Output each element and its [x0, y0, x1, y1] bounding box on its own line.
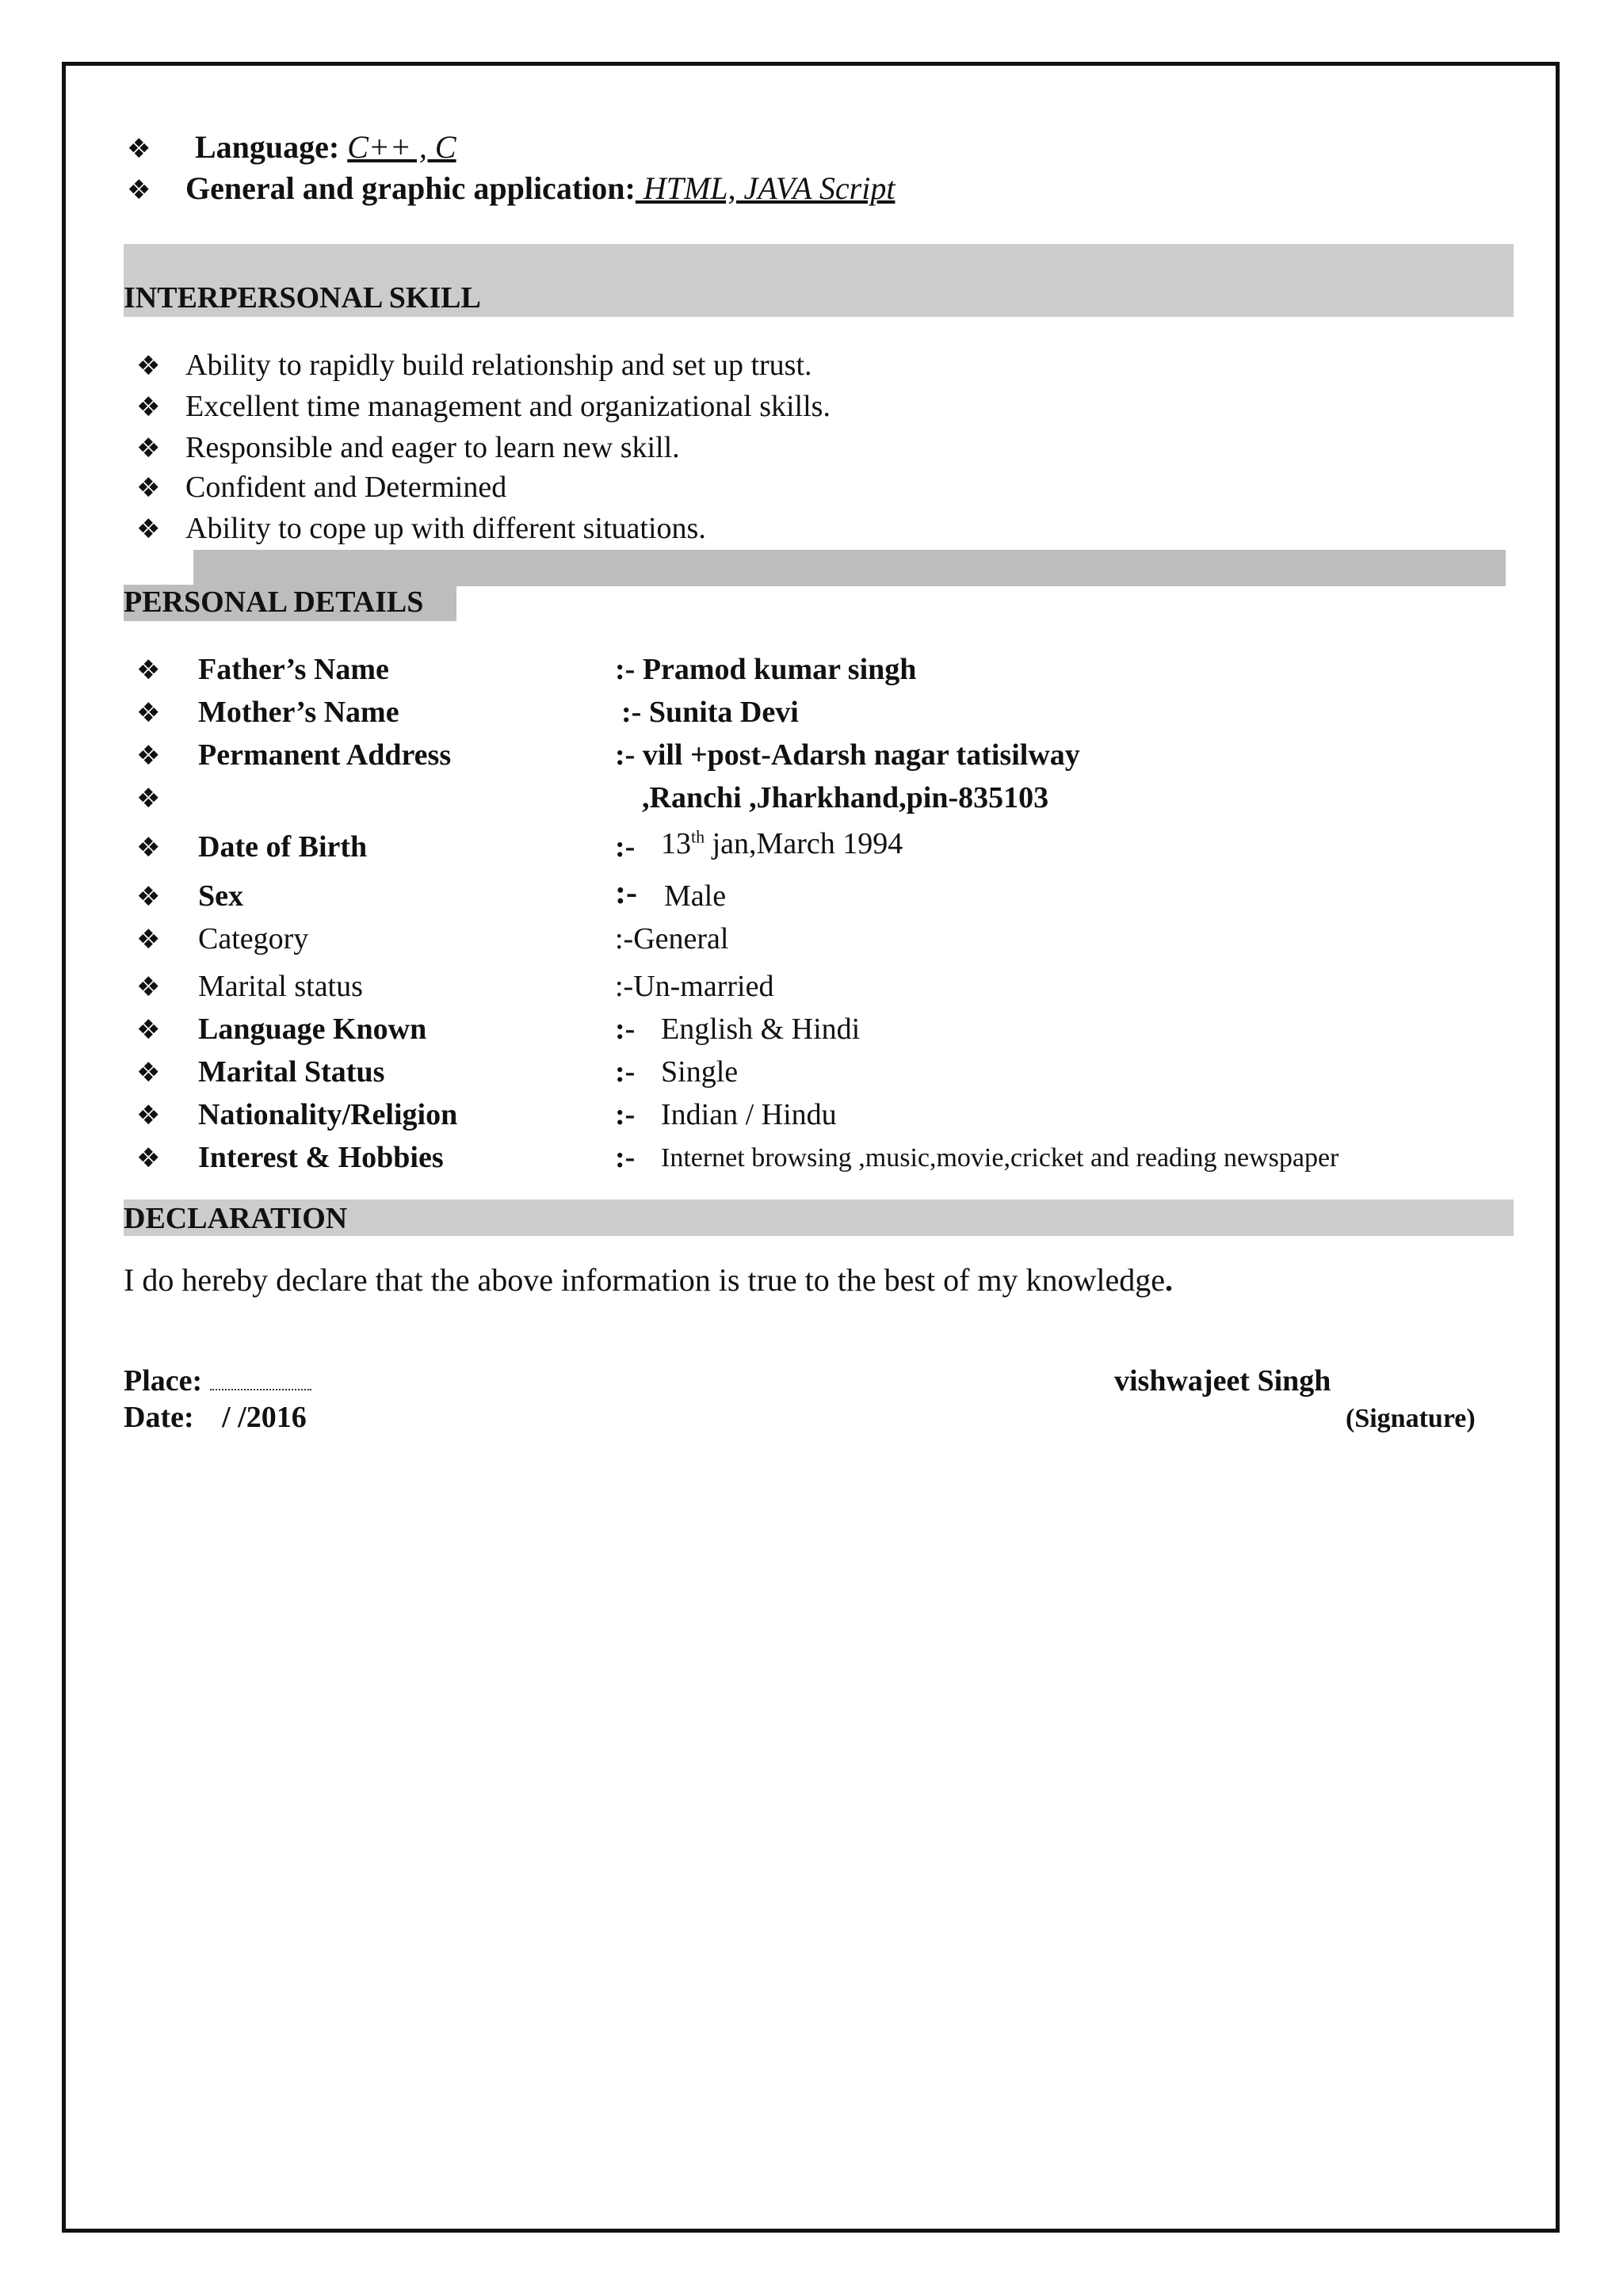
hobbies-separator: :- — [615, 1141, 636, 1174]
graphic-value: HTML, JAVA Script — [635, 170, 896, 206]
sex-label: Sex — [198, 879, 243, 913]
bullet-icon: ❖ — [136, 472, 161, 504]
address-value-line2: ,Ranchi ,Jharkhand,pin-835103 — [642, 781, 1049, 814]
place-line — [124, 1363, 311, 1399]
mothers-name-text: Sunita Devi — [648, 696, 799, 729]
language-value: C++ , C — [347, 129, 456, 165]
marital-status-2-separator: :- — [615, 1055, 636, 1089]
hobbies-value: Internet browsing ,music,movie,cricket and reading newspaper — [661, 1143, 1339, 1173]
nationality-value: Indian / Hindu — [661, 1098, 837, 1131]
sex-value: Male — [664, 879, 727, 913]
signature-caption: (Signature) — [1346, 1404, 1476, 1433]
applicant-name: vishwajeet Singh — [1114, 1364, 1331, 1398]
fathers-name-text: Pramod kumar singh — [642, 653, 917, 686]
dob-value — [661, 826, 903, 862]
bullet-icon: ❖ — [136, 1100, 161, 1131]
bullet-icon: ❖ — [127, 133, 151, 165]
bullet-icon: ❖ — [136, 433, 161, 464]
date-label: Date: — [124, 1401, 194, 1434]
dob-separator: :- — [615, 830, 636, 864]
bullet-icon: ❖ — [136, 1142, 161, 1174]
declaration-heading: DECLARATION — [124, 1202, 348, 1235]
language-known-label: Language Known — [198, 1013, 427, 1046]
bullet-icon: ❖ — [136, 654, 161, 686]
nationality-label: Nationality/Religion — [198, 1098, 458, 1131]
declaration-period: . — [1165, 1262, 1174, 1298]
place-blank — [210, 1367, 311, 1390]
mothers-name-value — [621, 694, 799, 730]
bullet-icon: ❖ — [136, 350, 161, 382]
marital-status-2-label: Marital Status — [198, 1055, 385, 1089]
interpersonal-heading: INTERPERSONAL SKILL — [124, 281, 481, 315]
bullet-icon: ❖ — [127, 174, 151, 206]
declaration-body: I do hereby declare that the above information is true to the best of my knowledge — [124, 1262, 1166, 1298]
declaration-text — [124, 1261, 1173, 1299]
address-text-line1: vill +post-Adarsh nagar tatisilway — [642, 738, 1080, 772]
bullet-icon: ❖ — [136, 697, 161, 729]
dob-label: Date of Birth — [198, 830, 368, 864]
marital-status-2-value: Single — [661, 1055, 739, 1089]
language-label: Language: — [195, 129, 340, 165]
personal-heading-bar-top — [193, 550, 1506, 586]
interpersonal-item: Excellent time management and organizational skills. — [185, 390, 831, 423]
address-value-line1 — [615, 737, 1080, 773]
interpersonal-item: Ability to rapidly build relationship and set up trust. — [185, 349, 812, 382]
language-line — [195, 128, 456, 166]
bullet-icon: ❖ — [136, 881, 161, 913]
hobbies-label: Interest & Hobbies — [198, 1141, 444, 1174]
bullet-icon: ❖ — [136, 391, 161, 423]
separator: :- — [615, 738, 636, 772]
bullet-icon: ❖ — [136, 971, 161, 1003]
sex-separator: :- — [615, 875, 637, 911]
graphic-label: General and graphic application: — [185, 170, 636, 206]
language-known-separator: :- — [615, 1013, 636, 1046]
bullet-icon: ❖ — [136, 740, 161, 772]
bullet-icon: ❖ — [136, 1014, 161, 1046]
graphic-application-line — [185, 170, 895, 208]
separator: :- — [621, 696, 642, 729]
language-known-value: English & Hindi — [661, 1013, 861, 1046]
interpersonal-item: Responsible and eager to learn new skill. — [185, 431, 680, 464]
bullet-icon: ❖ — [136, 783, 161, 814]
fathers-name-label: Father’s Name — [198, 653, 389, 686]
address-label: Permanent Address — [198, 738, 452, 772]
fathers-name-value — [615, 651, 916, 688]
bullet-icon: ❖ — [136, 924, 161, 955]
dob-day: 13 — [661, 827, 691, 860]
dob-rest: jan,March 1994 — [705, 827, 903, 860]
interpersonal-item: Confident and Determined — [185, 471, 507, 504]
date-line — [124, 1399, 307, 1436]
dob-suffix: th — [691, 826, 705, 847]
interpersonal-item: Ability to cope up with different situations. — [185, 512, 706, 545]
date-value: / /2016 — [222, 1401, 307, 1434]
category-label: Category — [198, 922, 309, 955]
bullet-icon: ❖ — [136, 1057, 161, 1089]
category-value: :-General — [615, 922, 729, 955]
marital-status-value: :-Un-married — [615, 970, 774, 1003]
bullet-icon: ❖ — [136, 513, 161, 545]
nationality-separator: :- — [615, 1098, 636, 1131]
separator: :- — [615, 653, 636, 686]
personal-heading: PERSONAL DETAILS — [124, 585, 424, 619]
place-label: Place: — [124, 1364, 203, 1398]
bullet-icon: ❖ — [136, 832, 161, 864]
marital-status-label: Marital status — [198, 970, 363, 1003]
mothers-name-label: Mother’s Name — [198, 696, 399, 729]
